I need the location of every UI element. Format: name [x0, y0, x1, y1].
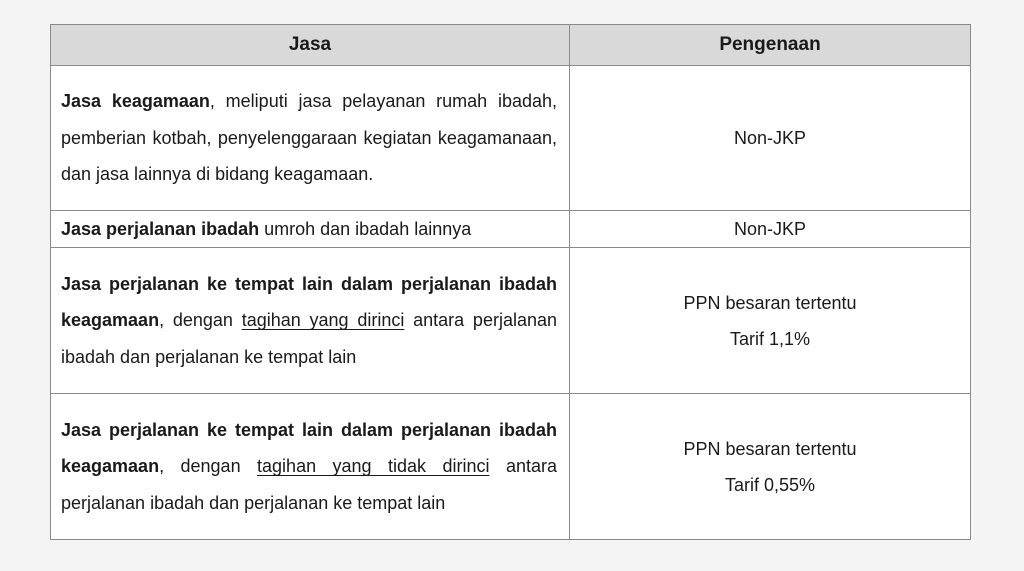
charge-value: Non-JKP	[733, 128, 807, 148]
service-connector: , dengan	[159, 456, 258, 477]
row-charge	[570, 66, 971, 211]
charge-type: PPN besaran tertentu	[683, 438, 857, 459]
charge-rate: Tarif 1,1%	[729, 328, 811, 349]
charge-value: Non-JKP	[733, 219, 807, 239]
row-charge	[570, 248, 971, 394]
row-charge	[570, 211, 971, 248]
service-name: Jasa keagamaan	[61, 91, 210, 112]
service-detail: antara perjalanan ibadah dan perjalanan ke tempat lain	[61, 456, 557, 513]
table-row	[51, 394, 971, 540]
charge-type: PPN besaran tertentu	[683, 292, 857, 313]
row-description	[51, 394, 570, 540]
tax-table	[50, 24, 971, 540]
charge-rate: Tarif 0,55%	[724, 474, 816, 495]
service-detail: antara perjalanan ibadah dan perjalanan ke tempat lain	[61, 310, 557, 367]
row-description	[51, 66, 570, 211]
row-description	[51, 211, 570, 248]
billing-condition: tagihan yang tidak dirinci	[257, 456, 490, 477]
service-name: Jasa perjalanan ke tempat lain dalam perjalanan ibadah keagamaan	[61, 273, 557, 331]
service-detail: , meliputi jasa pelayanan rumah ibadah, pemberian kotbah, penyelenggaraan kegiatan keagamanaan, dan jasa lainnya di bidang keagamaan.	[61, 91, 557, 185]
header-jasa: Jasa	[51, 25, 570, 66]
service-connector: , dengan	[159, 310, 242, 331]
table-row	[51, 66, 971, 211]
row-charge	[570, 394, 971, 540]
service-name: Jasa perjalanan ibadah	[61, 219, 260, 239]
table-row	[51, 248, 971, 394]
table-row	[51, 211, 971, 248]
row-description	[51, 248, 570, 394]
service-detail: umroh dan ibadah lainnya	[259, 219, 472, 239]
header-pengenaan: Pengenaan	[570, 25, 971, 66]
service-name: Jasa perjalanan ke tempat lain dalam perjalanan ibadah keagamaan	[61, 419, 557, 477]
table-header-row	[51, 25, 971, 66]
billing-condition: tagihan yang dirinci	[241, 310, 405, 331]
